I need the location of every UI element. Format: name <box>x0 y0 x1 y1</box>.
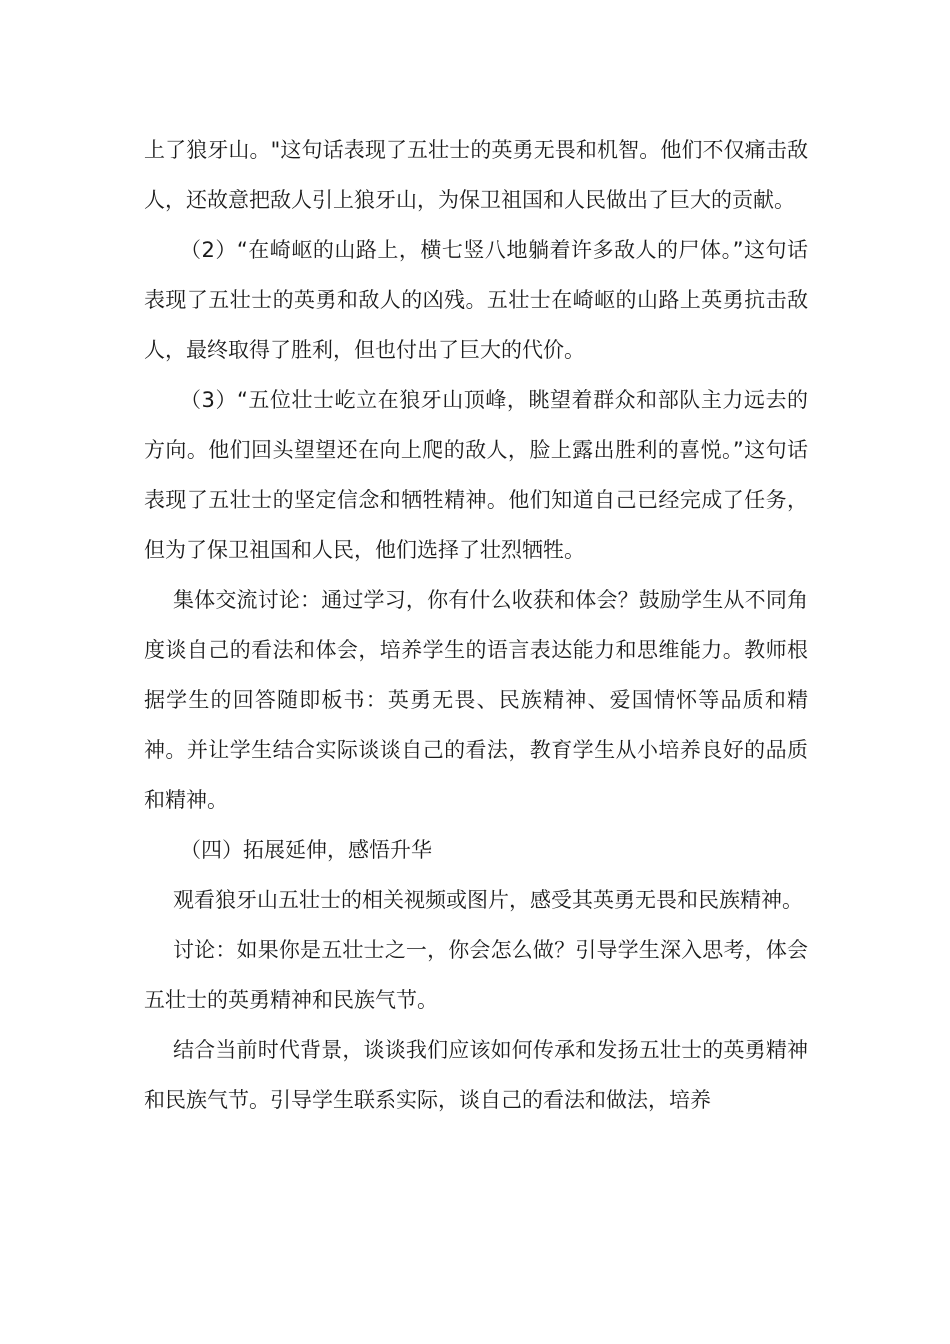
paragraph-item-2: （2）“在崎岖的山路上，横七竖八地躺着许多敌人的尸体。”这句话表现了五壮士的英勇和敌人的凶残。五壮士在崎岖的山路上英勇抗击敌人，最终取得了胜利，但也付出了巨大的代价。 <box>144 238 808 362</box>
paragraph-item-3: （3）“五位壮士屹立在狼牙山顶峰，眺望着群众和部队主力远去的方向。他们回头望望还在向上爬的敌人，脸上露出胜利的喜悦。”这句话表现了五壮士的坚定信念和牺牲精神。他们知道自己已经完成了任务，但为了保卫祖国和人民，他们选择了壮烈牺牲。 <box>144 388 808 562</box>
paragraph-group-discussion: 集体交流讨论：通过学习，你有什么收获和体会？鼓励学生从不同角度谈自己的看法和体会，培养学生的语言表达能力和思维能力。教师根据学生的回答随即板书：英勇无畏、民族精神、爱国情怀等品质和精神。并让学生结合实际谈谈自己的看法，教育学生从小培养良好的品质和精神。 <box>144 588 808 812</box>
paragraph-continuation: 上了狼牙山。"这句话表现了五壮士的英勇无畏和机智。他们不仅痛击敌人，还故意把敌人引上狼牙山，为保卫祖国和人民做出了巨大的贡献。 <box>144 138 808 212</box>
paragraph-watch-video: 观看狼牙山五壮士的相关视频或图片，感受其英勇无畏和民族精神。 <box>173 888 803 912</box>
section-heading: （四）拓展延伸，感悟升华 <box>180 838 432 862</box>
document-body <box>144 125 808 1125</box>
paragraph-discussion: 讨论：如果你是五壮士之一，你会怎么做？引导学生深入思考，体会五壮士的英勇精神和民族气节。 <box>144 938 808 1012</box>
paragraph-era-background: 结合当前时代背景，谈谈我们应该如何传承和发扬五壮士的英勇精神和民族气节。引导学生联系实际，谈自己的看法和做法，培养 <box>144 1038 808 1112</box>
